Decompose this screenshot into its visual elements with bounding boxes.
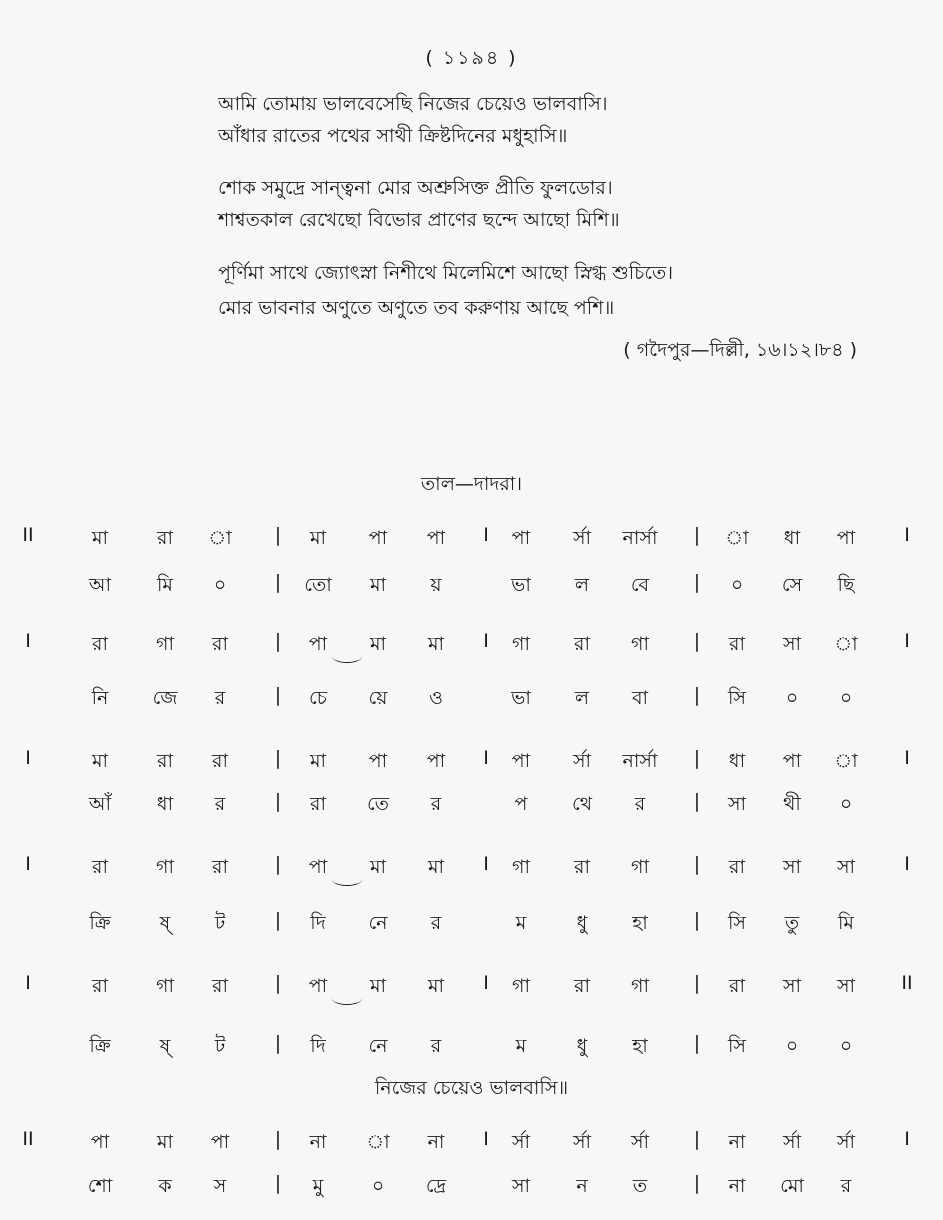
note-cell: মা [369,856,387,878]
syllable-cell: থে [571,793,593,815]
division-mark: I [483,747,489,769]
syllable-cell: ০ [785,687,799,709]
note-cell: মা [369,975,387,997]
syllable-cell: ০ [730,574,744,596]
swara-row [0,853,943,887]
page-number: ( ১১৯৪ ) [425,47,518,69]
note-cell: পা [426,527,446,549]
syllable-cell: র [634,793,646,815]
syllable-cell: ধু [576,912,588,934]
syllable-cell: ন [576,1175,588,1197]
poem-line: আমি তোমায় ভালবেসেছি নিজের চেয়েও ভালবাসি। [218,93,608,115]
slur-mark [332,873,362,886]
note-cell: র্সা [572,1131,592,1153]
syllable-cell: বে [630,574,650,596]
note-cell: রা [212,975,228,997]
division-mark: I [904,630,910,652]
note-cell: পা [511,527,531,549]
division-mark: I [25,853,31,875]
syllable-cell: তু [784,912,800,934]
poem-line: পূর্ণিমা সাথে জ্যোৎস্না নিশীথে মিলেমিশে আছো স্নিগ্ধ শুচিতে। [218,262,674,284]
lyric-row [0,684,943,718]
syllable-cell: দ্রে [425,1175,447,1197]
syllable-cell: ও [429,687,443,709]
syllable-cell: সি [728,687,746,709]
note-cell: পা [90,1131,110,1153]
swara-row [0,524,943,558]
bar-line: | [693,684,701,706]
syllable-cell: ভা [511,574,531,596]
syllable-cell: মু [312,1175,324,1197]
syllable-cell: সা [511,1175,531,1197]
bar-line: | [693,853,701,875]
syllable-cell: ল [574,574,590,596]
bar-line: | [693,1128,701,1150]
syllable-cell: ক্রি [89,912,111,934]
syllable-cell: ষ্ [159,912,171,934]
note-cell: মা [427,975,445,997]
note-cell: সা [782,975,802,997]
division-mark: I [483,524,489,546]
note-cell: মা [369,633,387,655]
note-cell: র্সা [782,1131,802,1153]
syllable-cell: র [214,793,226,815]
poem-attribution: ( গদৈপুর—দিল্লী, ১৬।১২।৮৪ ) [623,339,857,361]
note-cell: সা [782,856,802,878]
swara-row [0,1128,943,1162]
poem-line: আঁধার রাতের পথের সাথী ক্রিষ্টদিনের মধুহাসি॥ [218,125,568,147]
note-cell: রা [574,856,590,878]
note-cell: মা [427,856,445,878]
syllable-cell: র [840,1175,852,1197]
syllable-cell: নে [368,1035,388,1057]
syllable-cell: ০ [785,1035,799,1057]
syllable-cell: মা [369,574,387,596]
bar-line: | [274,571,282,593]
note-cell: রা [92,975,108,997]
bar-line: | [693,747,701,769]
syllable-cell: ম [515,1035,527,1057]
note-cell: সা [782,633,802,655]
division-mark: I [904,1128,910,1150]
syllable-cell: মি [157,574,173,596]
bar-line: | [274,684,282,706]
division-mark: I [483,972,489,994]
division-mark: I [483,1128,489,1150]
division-mark: I [904,747,910,769]
note-cell: পা [782,750,802,772]
bar-line: | [274,1172,282,1194]
lyric-row [0,1032,943,1066]
bar-line: | [274,747,282,769]
note-cell: রা [574,975,590,997]
note-cell: পা [836,527,856,549]
syllable-cell: ক [158,1175,172,1197]
syllable-cell: সে [781,574,803,596]
bar-line: | [693,909,701,931]
note-cell: রা [729,975,745,997]
note-cell: র্সা [836,1131,856,1153]
syllable-cell: ল [574,687,590,709]
syllable-cell: আ [88,574,112,596]
poem-line: শোক সমুদ্রে সান্ত্বনা মোর অশ্রুসিক্ত প্রীতি ফুলডোর। [218,177,613,199]
note-cell: মা [309,527,327,549]
note-cell: না [309,1131,327,1153]
note-cell: া [834,633,858,655]
bar-line: | [274,524,282,546]
bar-line: | [693,790,701,812]
note-cell: র্সা [630,1131,650,1153]
note-cell: নার্সা [622,750,658,772]
poem-line: মোর ভাবনার অণুতে অণুতে তব করুণায় আছে পশি॥ [218,297,615,319]
syllable-cell: হা [632,912,648,934]
lyric-row [0,909,943,943]
lyric-row [0,790,943,824]
division-mark: I [904,853,910,875]
tala-heading: তাল—দাদরা। [420,473,523,495]
note-cell: গা [512,856,530,878]
division-mark: I [483,853,489,875]
note-cell: র্সা [511,1131,531,1153]
syllable-cell: ০ [371,1175,385,1197]
syllable-cell: ধু [576,1035,588,1057]
syllable-cell: র [430,793,442,815]
swara-row [0,972,943,1006]
bar-line: | [274,1128,282,1150]
lyric-row [0,571,943,605]
note-cell: গা [631,633,649,655]
refrain-line: নিজের চেয়েও ভালবাসি॥ [374,1077,569,1099]
note-cell: নার্সা [622,527,658,549]
syllable-cell: দি [310,912,326,934]
bar-line: | [274,853,282,875]
bar-line: | [274,909,282,931]
bar-line: | [693,1032,701,1054]
note-cell: গা [156,856,174,878]
note-cell: রা [729,856,745,878]
note-cell: পা [511,750,531,772]
swara-row [0,747,943,781]
syllable-cell: ০ [839,687,853,709]
syllable-cell: ষ্ [159,1035,171,1057]
note-cell: সা [836,856,856,878]
division-mark: I [483,630,489,652]
note-cell: না [728,1131,746,1153]
note-cell: রা [574,633,590,655]
syllable-cell: না [728,1175,746,1197]
syllable-cell: দি [310,1035,326,1057]
syllable-cell: সা [727,793,747,815]
syllable-cell: চে [309,687,327,709]
bar-line: | [693,1172,701,1194]
bar-line: | [693,524,701,546]
note-cell: রা [212,633,228,655]
note-cell: া [366,1131,390,1153]
syllable-cell: প [514,793,528,815]
bar-line: | [693,571,701,593]
bar-line: | [274,630,282,652]
division-mark: I [904,524,910,546]
note-cell: গা [631,975,649,997]
note-cell: রা [212,750,228,772]
syllable-cell: র [430,1035,442,1057]
note-cell: রা [157,750,173,772]
syllable-cell: র [214,687,226,709]
syllable-cell: ট [214,1035,226,1057]
syllable-cell: হা [632,1035,648,1057]
slur-mark [332,992,362,1005]
note-cell: পা [308,856,328,878]
note-cell: া [834,750,858,772]
syllable-cell: র [430,912,442,934]
syllable-cell: মি [838,912,854,934]
division-mark: II [901,972,913,994]
syllable-cell: ০ [839,1035,853,1057]
syllable-cell: বা [631,687,649,709]
syllable-cell: য়ে [368,687,388,709]
syllable-cell: ম [515,912,527,934]
note-cell: গা [631,856,649,878]
note-cell: গা [156,633,174,655]
bar-line: | [274,972,282,994]
syllable-cell: য় [430,574,442,596]
syllable-cell: ট [214,912,226,934]
note-cell: গা [512,633,530,655]
note-cell: মা [427,633,445,655]
note-cell: মা [309,750,327,772]
note-cell: রা [157,527,173,549]
bar-line: | [274,1032,282,1054]
note-cell: পা [368,750,388,772]
note-cell: সা [836,975,856,997]
syllable-cell: সি [728,912,746,934]
note-cell: না [427,1131,445,1153]
syllable-cell: ধা [156,793,174,815]
note-cell: পা [308,633,328,655]
syllable-cell: স [213,1175,227,1197]
poem-line: শাশ্বতকাল রেখেছো বিভোর প্রাণের ছন্দে আছো মিশি॥ [218,209,620,231]
division-mark: I [25,972,31,994]
syllable-cell: রা [310,793,326,815]
bar-line: | [274,790,282,812]
note-cell: ধা [783,527,801,549]
syllable-cell: নে [368,912,388,934]
syllable-cell: তে [367,793,389,815]
note-cell: র্সা [572,750,592,772]
division-mark: I [25,747,31,769]
syllable-cell: ভা [511,687,531,709]
bar-line: | [693,972,701,994]
note-cell: া [725,527,749,549]
note-cell: মা [91,527,109,549]
syllable-cell: তো [304,574,332,596]
syllable-cell: মো [780,1175,804,1197]
division-mark: I [25,630,31,652]
syllable-cell: জে [152,687,178,709]
division-mark: II [22,524,34,546]
syllable-cell: শো [87,1175,113,1197]
note-cell: গা [156,975,174,997]
syllable-cell: ০ [839,793,853,815]
syllable-cell: ছি [837,574,855,596]
note-cell: পা [210,1131,230,1153]
syllable-cell: ক্রি [89,1035,111,1057]
lyric-row [0,1172,943,1206]
note-cell: পা [368,527,388,549]
note-cell: ধা [728,750,746,772]
slur-mark [332,650,362,663]
syllable-cell: থী [783,793,801,815]
note-cell: গা [512,975,530,997]
note-cell: মা [156,1131,174,1153]
note-cell: রা [729,633,745,655]
bar-line: | [693,630,701,652]
note-cell: রা [92,633,108,655]
note-cell: রা [92,856,108,878]
note-cell: পা [308,975,328,997]
syllable-cell: আঁ [88,793,112,815]
note-cell: া [208,527,232,549]
note-cell: র্সা [572,527,592,549]
syllable-cell: নি [91,687,109,709]
syllable-cell: সি [728,1035,746,1057]
division-mark: II [22,1128,34,1150]
syllable-cell: ০ [213,574,227,596]
swara-row [0,630,943,664]
note-cell: রা [212,856,228,878]
note-cell: মা [91,750,109,772]
syllable-cell: ত [632,1175,648,1197]
note-cell: পা [426,750,446,772]
